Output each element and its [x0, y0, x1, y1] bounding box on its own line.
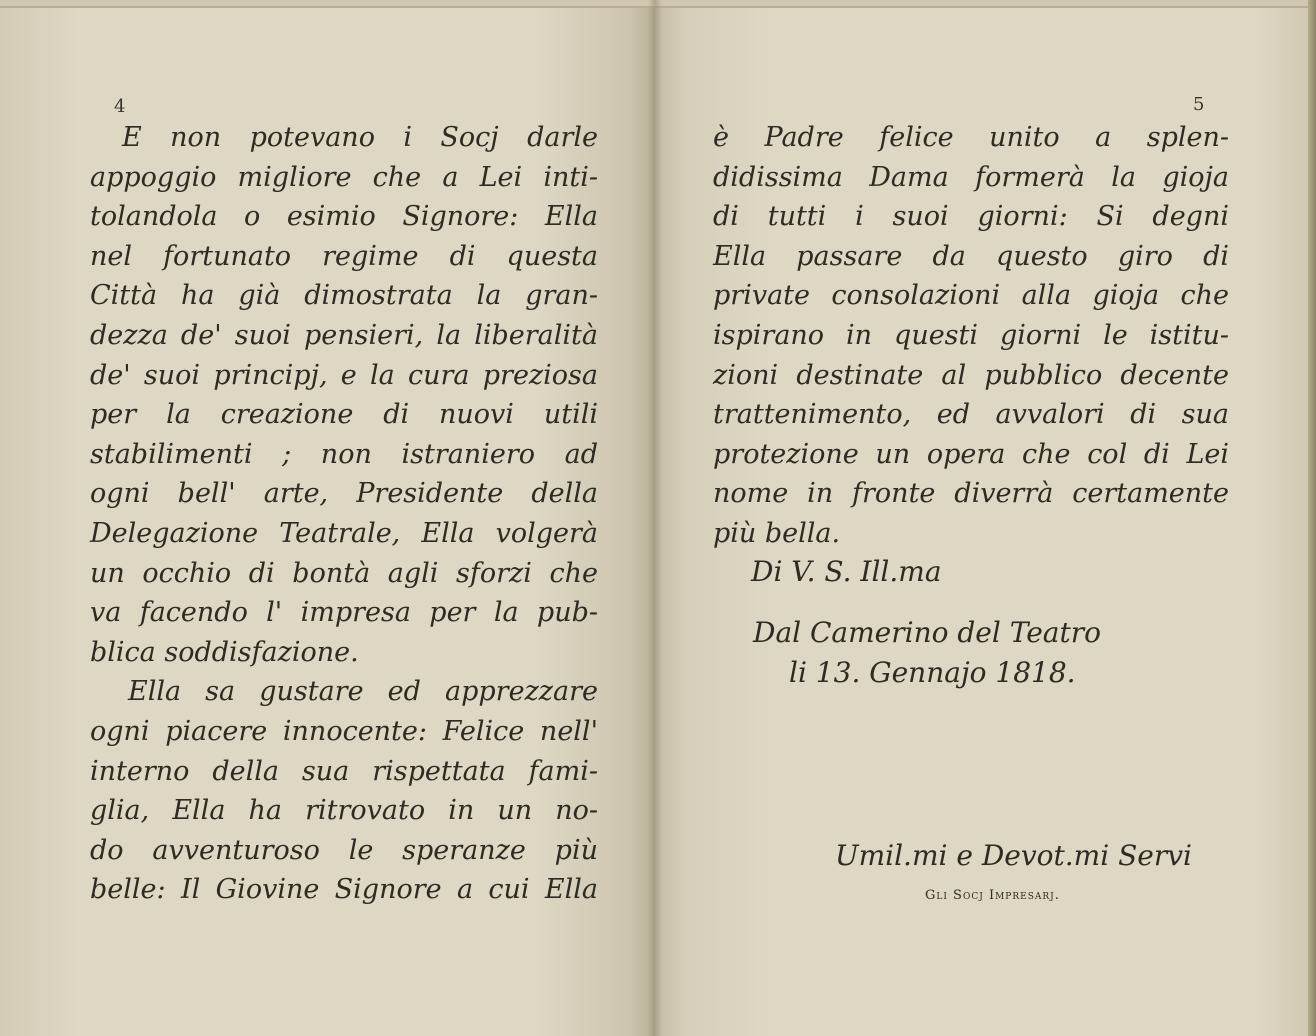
text-line: tolandola o esimio Signore: Ella	[90, 201, 598, 233]
text-line: do avventuroso le speranze più	[90, 834, 598, 866]
left-page-text	[90, 118, 598, 910]
text-line: glia, Ella ha ritrovato in un no-	[90, 795, 598, 827]
signatories: Gli Socj Impresarj.	[925, 888, 1060, 903]
text-line: zioni destinate al pubblico decente	[713, 359, 1229, 391]
text-line: ogni bell' arte, Presidente della	[90, 478, 598, 510]
date-line: li 13. Gennajo 1818.	[789, 656, 1076, 689]
text-line: stabilimenti ; non istraniero ad	[90, 438, 598, 470]
book-gutter	[648, 0, 662, 1036]
signature: Umil.mi e Devot.mi Servi	[835, 839, 1192, 872]
text-line: E non potevano i Socj darle	[122, 122, 598, 153]
text-line: un occhio di bontà agli sforzi che	[90, 557, 598, 589]
text-line: appoggio migliore che a Lei inti-	[90, 161, 598, 193]
text-line: nome in fronte diverrà certamente	[713, 478, 1229, 510]
salutation: Di V. S. Ill.ma	[751, 555, 942, 588]
right-page	[655, 6, 1309, 1036]
text-line: ispirano in questi giorni le istitu-	[713, 319, 1229, 351]
page-edge	[1308, 0, 1316, 1036]
text-line: va facendo l' impresa per la pub-	[90, 597, 598, 629]
text-line: blica soddisfazione.	[90, 636, 359, 668]
page-number-right: 5	[1193, 94, 1205, 115]
text-line: di tutti i suoi giorni: Si degni	[713, 201, 1229, 233]
text-line: nel fortunato regime di questa	[90, 240, 598, 272]
page-number-left: 4	[114, 96, 126, 117]
text-line: è Padre felice unito a splen-	[713, 122, 1229, 153]
text-line: didissima Dama formerà la gioja	[713, 161, 1229, 193]
text-line: interno della sua rispettata fami-	[90, 755, 598, 787]
text-line: private consolazioni alla gioja che	[713, 280, 1229, 312]
text-line: dezza de' suoi pensieri, la liberalità	[90, 319, 598, 351]
place-line: Dal Camerino del Teatro	[753, 616, 1101, 649]
text-line: per la creazione di nuovi utili	[90, 399, 598, 431]
text-line: ogni piacere innocente: Felice nell'	[90, 715, 598, 747]
text-line: trattenimento, ed avvalori di sua	[713, 399, 1229, 431]
text-line: più bella.	[713, 517, 841, 549]
text-line: belle: Il Giovine Signore a cui Ella	[90, 874, 598, 906]
text-line: Ella sa gustare ed apprezzare	[128, 676, 598, 708]
text-line: Città ha già dimostrata la gran-	[90, 280, 598, 312]
text-line: protezione un opera che col di Lei	[713, 438, 1229, 470]
text-line: Ella passare da questo giro di	[713, 240, 1229, 272]
right-page-text	[713, 118, 1229, 554]
text-line: de' suoi principj, e la cura preziosa	[90, 359, 598, 391]
left-page	[0, 6, 655, 1036]
text-line: Delegazione Teatrale, Ella volgerà	[90, 517, 598, 549]
